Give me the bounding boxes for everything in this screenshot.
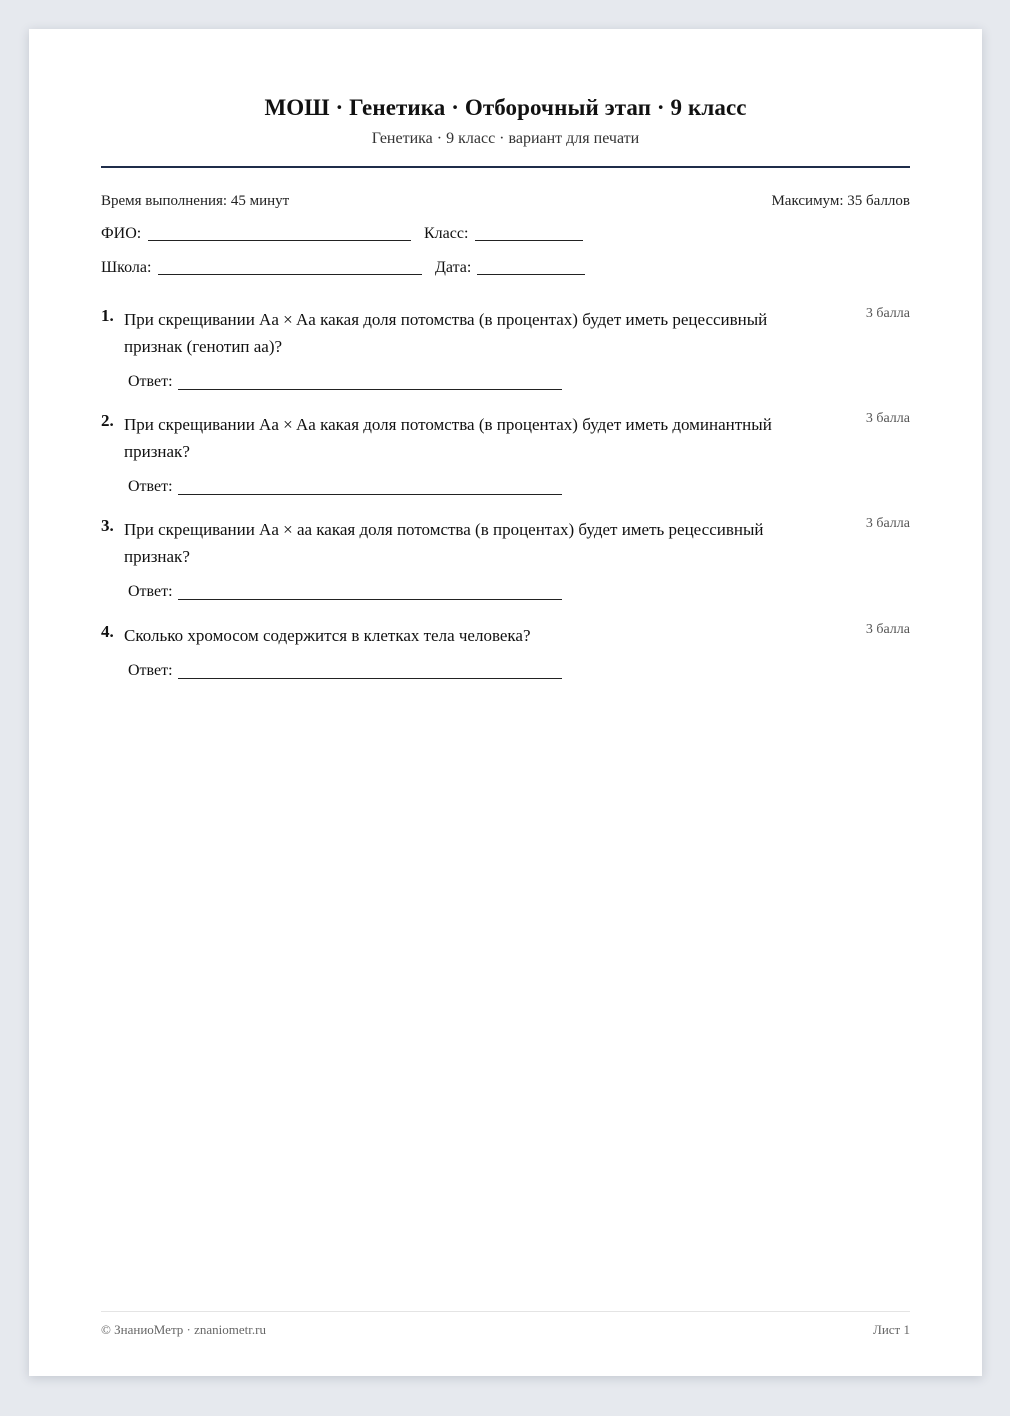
page-subtitle: Генетика · 9 класс · вариант для печати <box>371 130 640 147</box>
question-number: 1. <box>101 306 114 325</box>
date-field[interactable] <box>477 274 585 275</box>
answer-label: Ответ: <box>128 373 173 390</box>
question-number: 3. <box>101 516 114 535</box>
name-label: ФИО: <box>101 225 142 242</box>
answer-label: Ответ: <box>128 583 173 600</box>
header-divider <box>101 166 910 168</box>
school-label: Школа: <box>101 259 152 276</box>
max-score: Максимум: 35 баллов <box>771 193 910 209</box>
answer-row <box>128 478 173 496</box>
question-points: 3 балла <box>865 411 910 426</box>
answer-row <box>128 583 173 601</box>
question-text: Сколько хромосом содержится в клетках тела человека? <box>124 626 531 645</box>
sheet-number: Лист 1 <box>873 1322 910 1337</box>
answer-field[interactable] <box>178 494 562 495</box>
footer-divider <box>101 1311 910 1312</box>
sheet-content <box>101 29 910 1376</box>
question-number: 2. <box>101 411 114 430</box>
school-field[interactable] <box>158 274 422 275</box>
question-text: При скрещивании Aa × aa какая доля потомства (в процентах) будет иметь рецессивный признак? <box>124 520 764 566</box>
answer-row <box>128 373 173 391</box>
class-label: Класс: <box>424 225 469 242</box>
question-points: 3 балла <box>865 516 910 531</box>
question-points: 3 балла <box>865 306 910 321</box>
footer-copyright: © ЗнаниоМетр · znaniometr.ru <box>101 1322 266 1337</box>
answer-field[interactable] <box>178 389 562 390</box>
answer-label: Ответ: <box>128 662 173 679</box>
date-label: Дата: <box>435 259 472 276</box>
question-points: 3 балла <box>865 622 910 637</box>
question-number: 4. <box>101 622 114 641</box>
school-date-row <box>101 259 910 281</box>
time-limit: Время выполнения: 45 минут <box>101 193 290 209</box>
answer-label: Ответ: <box>128 478 173 495</box>
name-field[interactable] <box>148 240 411 241</box>
page-title: МОШ · Генетика · Отборочный этап · 9 класс <box>264 95 747 120</box>
answer-row <box>128 662 173 680</box>
answer-field[interactable] <box>178 599 562 600</box>
answer-field[interactable] <box>178 678 562 679</box>
name-class-row <box>101 225 910 247</box>
print-sheet <box>29 29 982 1376</box>
question-text: При скрещивании Aa × Aa какая доля потомства (в процентах) будет иметь доминантный признак? <box>124 415 772 461</box>
question-text: При скрещивании Aa × Aa какая доля потомства (в процентах) будет иметь рецессивный признак (генотип aa)? <box>124 310 768 356</box>
class-field[interactable] <box>475 240 583 241</box>
